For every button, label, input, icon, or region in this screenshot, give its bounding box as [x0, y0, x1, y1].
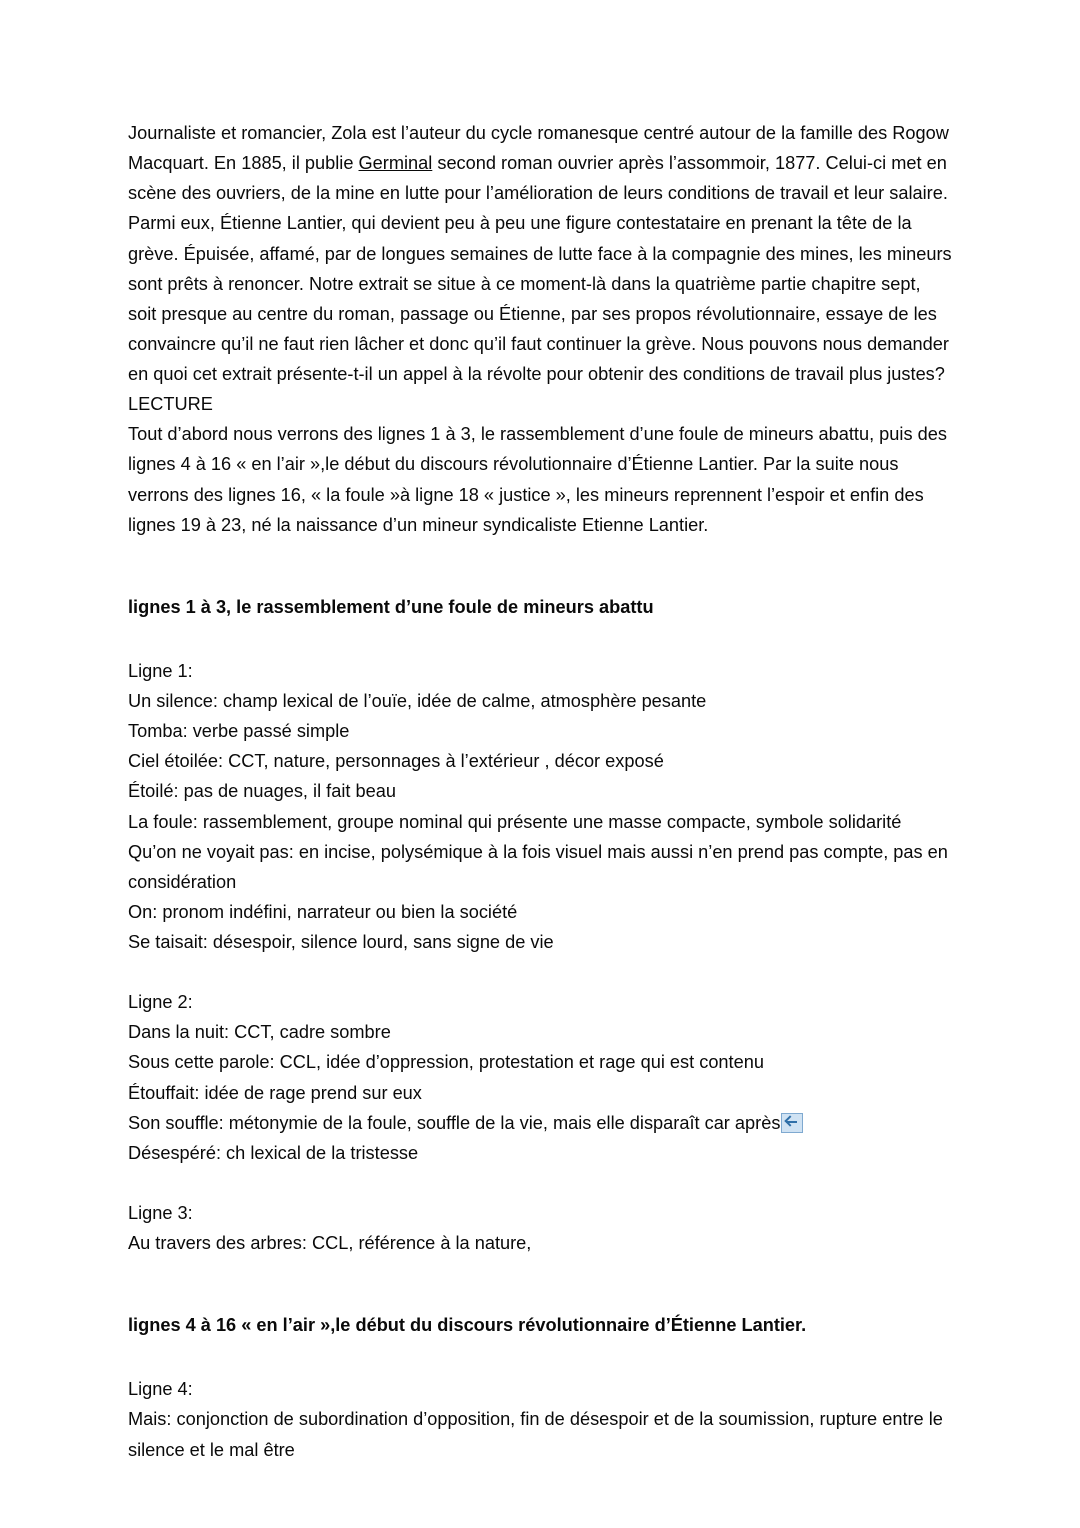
analysis-line: Un silence: champ lexical de l’ouïe, idée de calme, atmosphère pesante [128, 691, 707, 711]
analysis-line: La foule: rassemblement, groupe nominal qui présente une masse compacte, symbole solidarité [128, 811, 902, 832]
analysis-line: Mais: conjonction de subordination d’opposition, fin de désespoir et de la soumission, rupture entre le silence et le mal être [128, 1409, 943, 1460]
spacer [128, 1168, 952, 1198]
analysis-line-with-marker [128, 1108, 952, 1138]
analysis-line: On: pronom indéfini, narrateur ou bien la société [128, 901, 518, 922]
spacer [128, 957, 952, 987]
intro-text-part1: Journaliste et romancier, Zola est l’auteur du cycle romanesque centré autour de la famille des Rogow Macquart. En 1885, il publie [128, 123, 949, 174]
lecture-label: LECTURE [128, 394, 213, 415]
spacer [128, 1258, 952, 1310]
section-2-heading: lignes 4 à 16 « en l’air »,le début du discours révolutionnaire d’Étienne Lantier. [128, 1315, 807, 1336]
analysis-line: Tomba: verbe passé simple [128, 721, 350, 742]
analysis-line: Ciel étoilée: CCT, nature, personnages à l’extérieur , décor exposé [128, 751, 664, 772]
checkbox-marker-icon[interactable] [781, 1113, 803, 1133]
analysis-line: Sous cette parole: CCL, idée d’oppression, protestation et rage qui est contenu [128, 1052, 764, 1073]
spacer [128, 540, 952, 592]
ligne-1-label: Ligne 1: [128, 660, 193, 681]
ligne-4-label: Ligne 4: [128, 1379, 193, 1400]
document-body [128, 118, 952, 1465]
plan-paragraph: Tout d’abord nous verrons des lignes 1 à 3, le rassemblement d’une foule de mineurs abattu, puis des lignes 4 à 16 « en l’air »,le début du discours révolutionnaire d’Étienne Lantier. Par la suite nous verrons des lignes 16, « la foule »à ligne 18 « justice », les mineurs reprennent l’espoir et enfin des lignes 19 à 23, né la naissance d’un mineur syndicaliste Etienne Lantier. [128, 424, 947, 535]
intro-text-part2: second roman ouvrier après l’assommoir, 1877. Celui-ci met en scène des ouvriers, de la mine en lutte pour l’amélioration de leurs conditions de travail et leur salaire. Parmi eux, Étienne Lantier, qui devient peu à peu une figure contestataire en prenant la tête de la grève. Épuisée, affamé, par de longues semaines de lutte face à la compagnie des mines, les mineurs sont prêts à renoncer. Notre extrait se situe à ce moment-là dans la quatrième partie chapitre sept, soit presque au centre du roman, passage ou Étienne, par ses propos révolutionnaire, essaye de les convaincre qu’il ne faut rien lâcher et donc qu’il faut continuer la grève. Nous pouvons nous demander en quoi cet extrait présente-t-il un appel à la révolte pour obtenir des conditions de travail plus justes? [128, 153, 952, 384]
analysis-line: Se taisait: désespoir, silence lourd, sans signe de vie [128, 932, 554, 952]
analysis-line-text: Son souffle: métonymie de la foule, souffle de la vie, mais elle disparaît car après [128, 1112, 781, 1133]
analysis-line: Étoilé: pas de nuages, il fait beau [128, 781, 396, 802]
analysis-line: Étouffait: idée de rage prend sur eux [128, 1082, 422, 1103]
analysis-line: Dans la nuit: CCT, cadre sombre [128, 1022, 391, 1043]
section-1-heading: lignes 1 à 3, le rassemblement d’une foule de mineurs abattu [128, 596, 654, 617]
analysis-line: Désespéré: ch lexical de la tristesse [128, 1142, 419, 1163]
analysis-line: Au travers des arbres: CCL, référence à la nature, [128, 1233, 532, 1253]
ligne-2-label: Ligne 2: [128, 992, 193, 1013]
spacer [128, 622, 952, 656]
ligne-3-label: Ligne 3: [128, 1202, 193, 1223]
spacer [128, 1340, 952, 1374]
intro-paragraph [128, 118, 952, 389]
work-title-germinal: Germinal [358, 153, 433, 174]
analysis-line: Qu’on ne voyait pas: en incise, polysémique à la fois visuel mais aussi n’en prend pas compte, pas en considération [128, 841, 948, 892]
